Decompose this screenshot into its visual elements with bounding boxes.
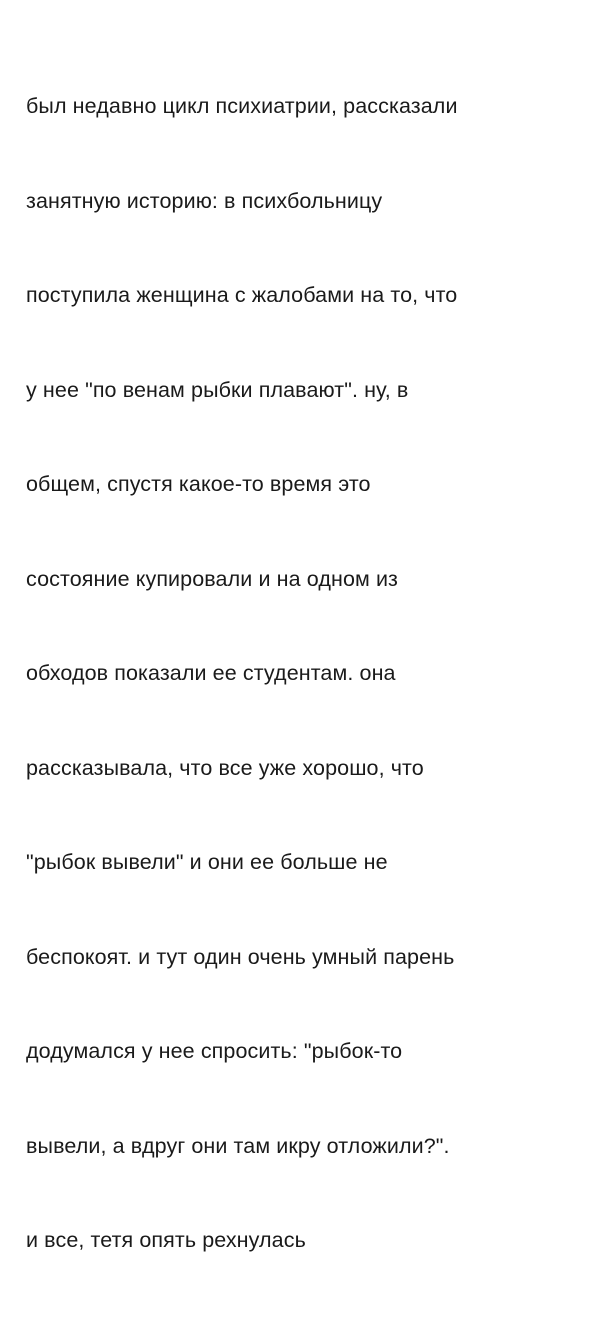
text-line: состояние купировали и на одном из (26, 566, 399, 591)
text-line: был недавно цикл психиатрии, рассказали (26, 94, 458, 118)
text-line: "рыбок вывели" и они ее больше не (26, 850, 388, 874)
text-line: додумался у нее спросить: "рыбок-то (26, 1039, 403, 1063)
text-line: общем, спустя какое-то время это (26, 472, 371, 496)
text-line: рассказывала, что все уже хорошо, что (26, 755, 424, 780)
text-line: поступила женщина с жалобами на то, что (26, 283, 458, 307)
text-line: вывели, а вдруг они там икру отложили?". (26, 1133, 450, 1158)
text-line: занятную историю: в психбольницу (26, 188, 383, 213)
text-line: и все, тетя опять рехнулась (26, 1228, 306, 1252)
text-line: у нее "по венам рыбки плавают". ну, в (26, 377, 409, 402)
text-line: беспокоят. и тут один очень умный парень (26, 944, 455, 969)
story-text (26, 28, 578, 1320)
text-line: обходов показали ее студентам. она (26, 661, 396, 685)
